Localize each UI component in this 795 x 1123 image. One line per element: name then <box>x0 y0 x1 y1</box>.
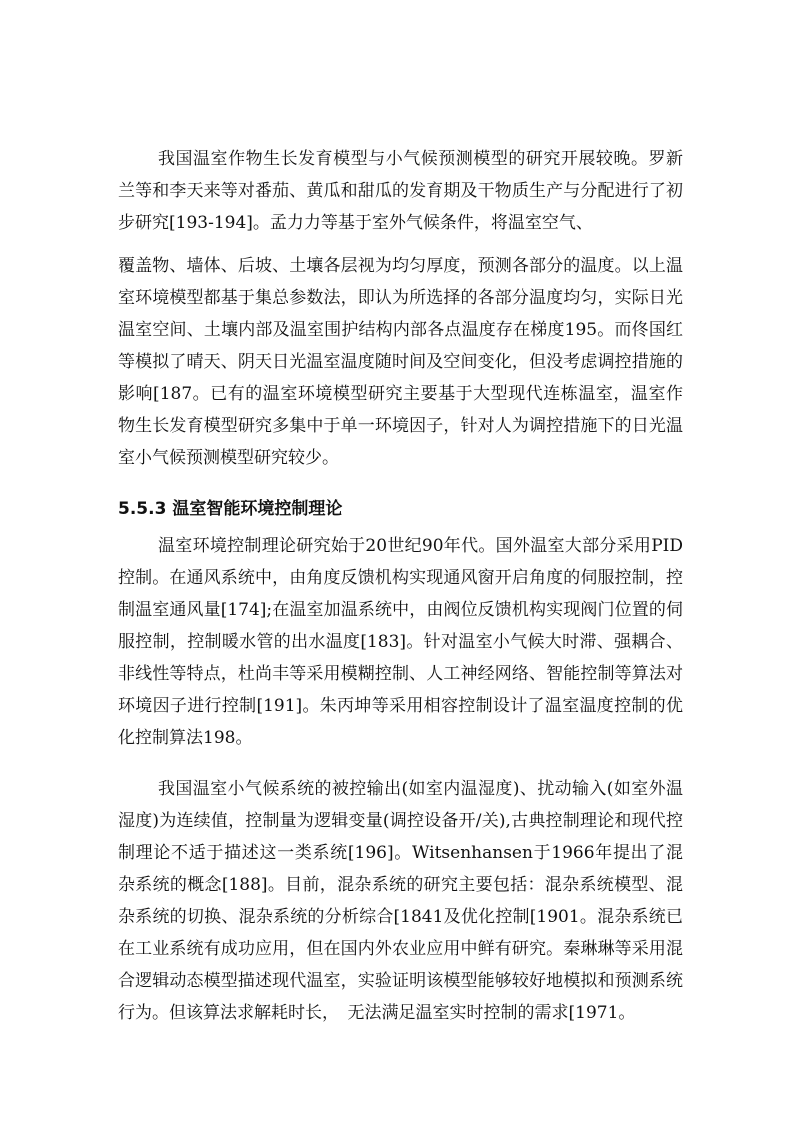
paragraph-1-part-2: 覆盖物、墙体、后坡、土壤各层视为均匀厚度，预测各部分的温度。以上温室环境模型都基于集总参数法，即认为所选择的各部分温度均匀，实际日光温室空间、土壤内部及温室围护结构内部各点温度存在梯度195。而佟国红等模拟了晴天、阴天日光温室温度随时间及空间变化，但没考虑调控措施的影响[187。已有的温室环境模型研究主要基于大型现代连栋温室，温室作物生长发育模型研究多集中于单一环境因子，针对人为调控措施下的日光温室小气候预测模型研究较少。 <box>118 256 683 468</box>
paragraph-1-part-1: 我国温室作物生长发育模型与小气候预测模型的研究开展较晚。罗新兰等和李天来等对番茄、黄瓜和甜瓜的发育期及干物质生产与分配进行了初步研究[193-194]。孟力力等基于室外气候条件，将温室空气、 <box>118 149 683 233</box>
paragraph-2: 温室环境控制理论研究始于20世纪90年代。国外温室大部分采用PID控制。在通风系统中，由角度反馈机构实现通风窗开启角度的伺服控制，控制温室通风量[174];在温室加温系统中，由阀位反馈机构实现阀门位置的伺服控制，控制暖水管的出水温度[183]。针对温室小气候大时滞、强耦合、非线性等特点，杜尚丰等采用模糊控制、人工神经网络、智能控制等算法对环境因子进行控制[191]。朱丙坤等采用相容控制设计了温室温度控制的优化控制算法198。 <box>118 536 683 748</box>
paragraph-3: 我国温室小气候系统的被控输出(如室内温湿度)、扰动输入(如室外温湿度)为连续值，控制量为逻辑变量(调控设备开/关),古典控制理论和现代控制理论不适于描述这一类系统[196]。Witsenhansen于1966年提出了混杂系统的概念[188]。目前，混杂系统的研究主要包括：混杂系统模型、混杂系统的切换、混杂系统的分析综合[1841及优化控制[1901。混杂系统已在工业系统有成功应用，但在国内外农业应用中鲜有研究。秦琳琳等采用混合逻辑动态模型描述现代温室，实验证明该模型能够较好地模拟和预测系统行为。但该算法求解耗时长， 无法满足温室实时控制的需求[1971。 <box>118 779 683 1023</box>
section-heading: 5.5.3 温室智能环境控制理论 <box>118 499 343 519</box>
